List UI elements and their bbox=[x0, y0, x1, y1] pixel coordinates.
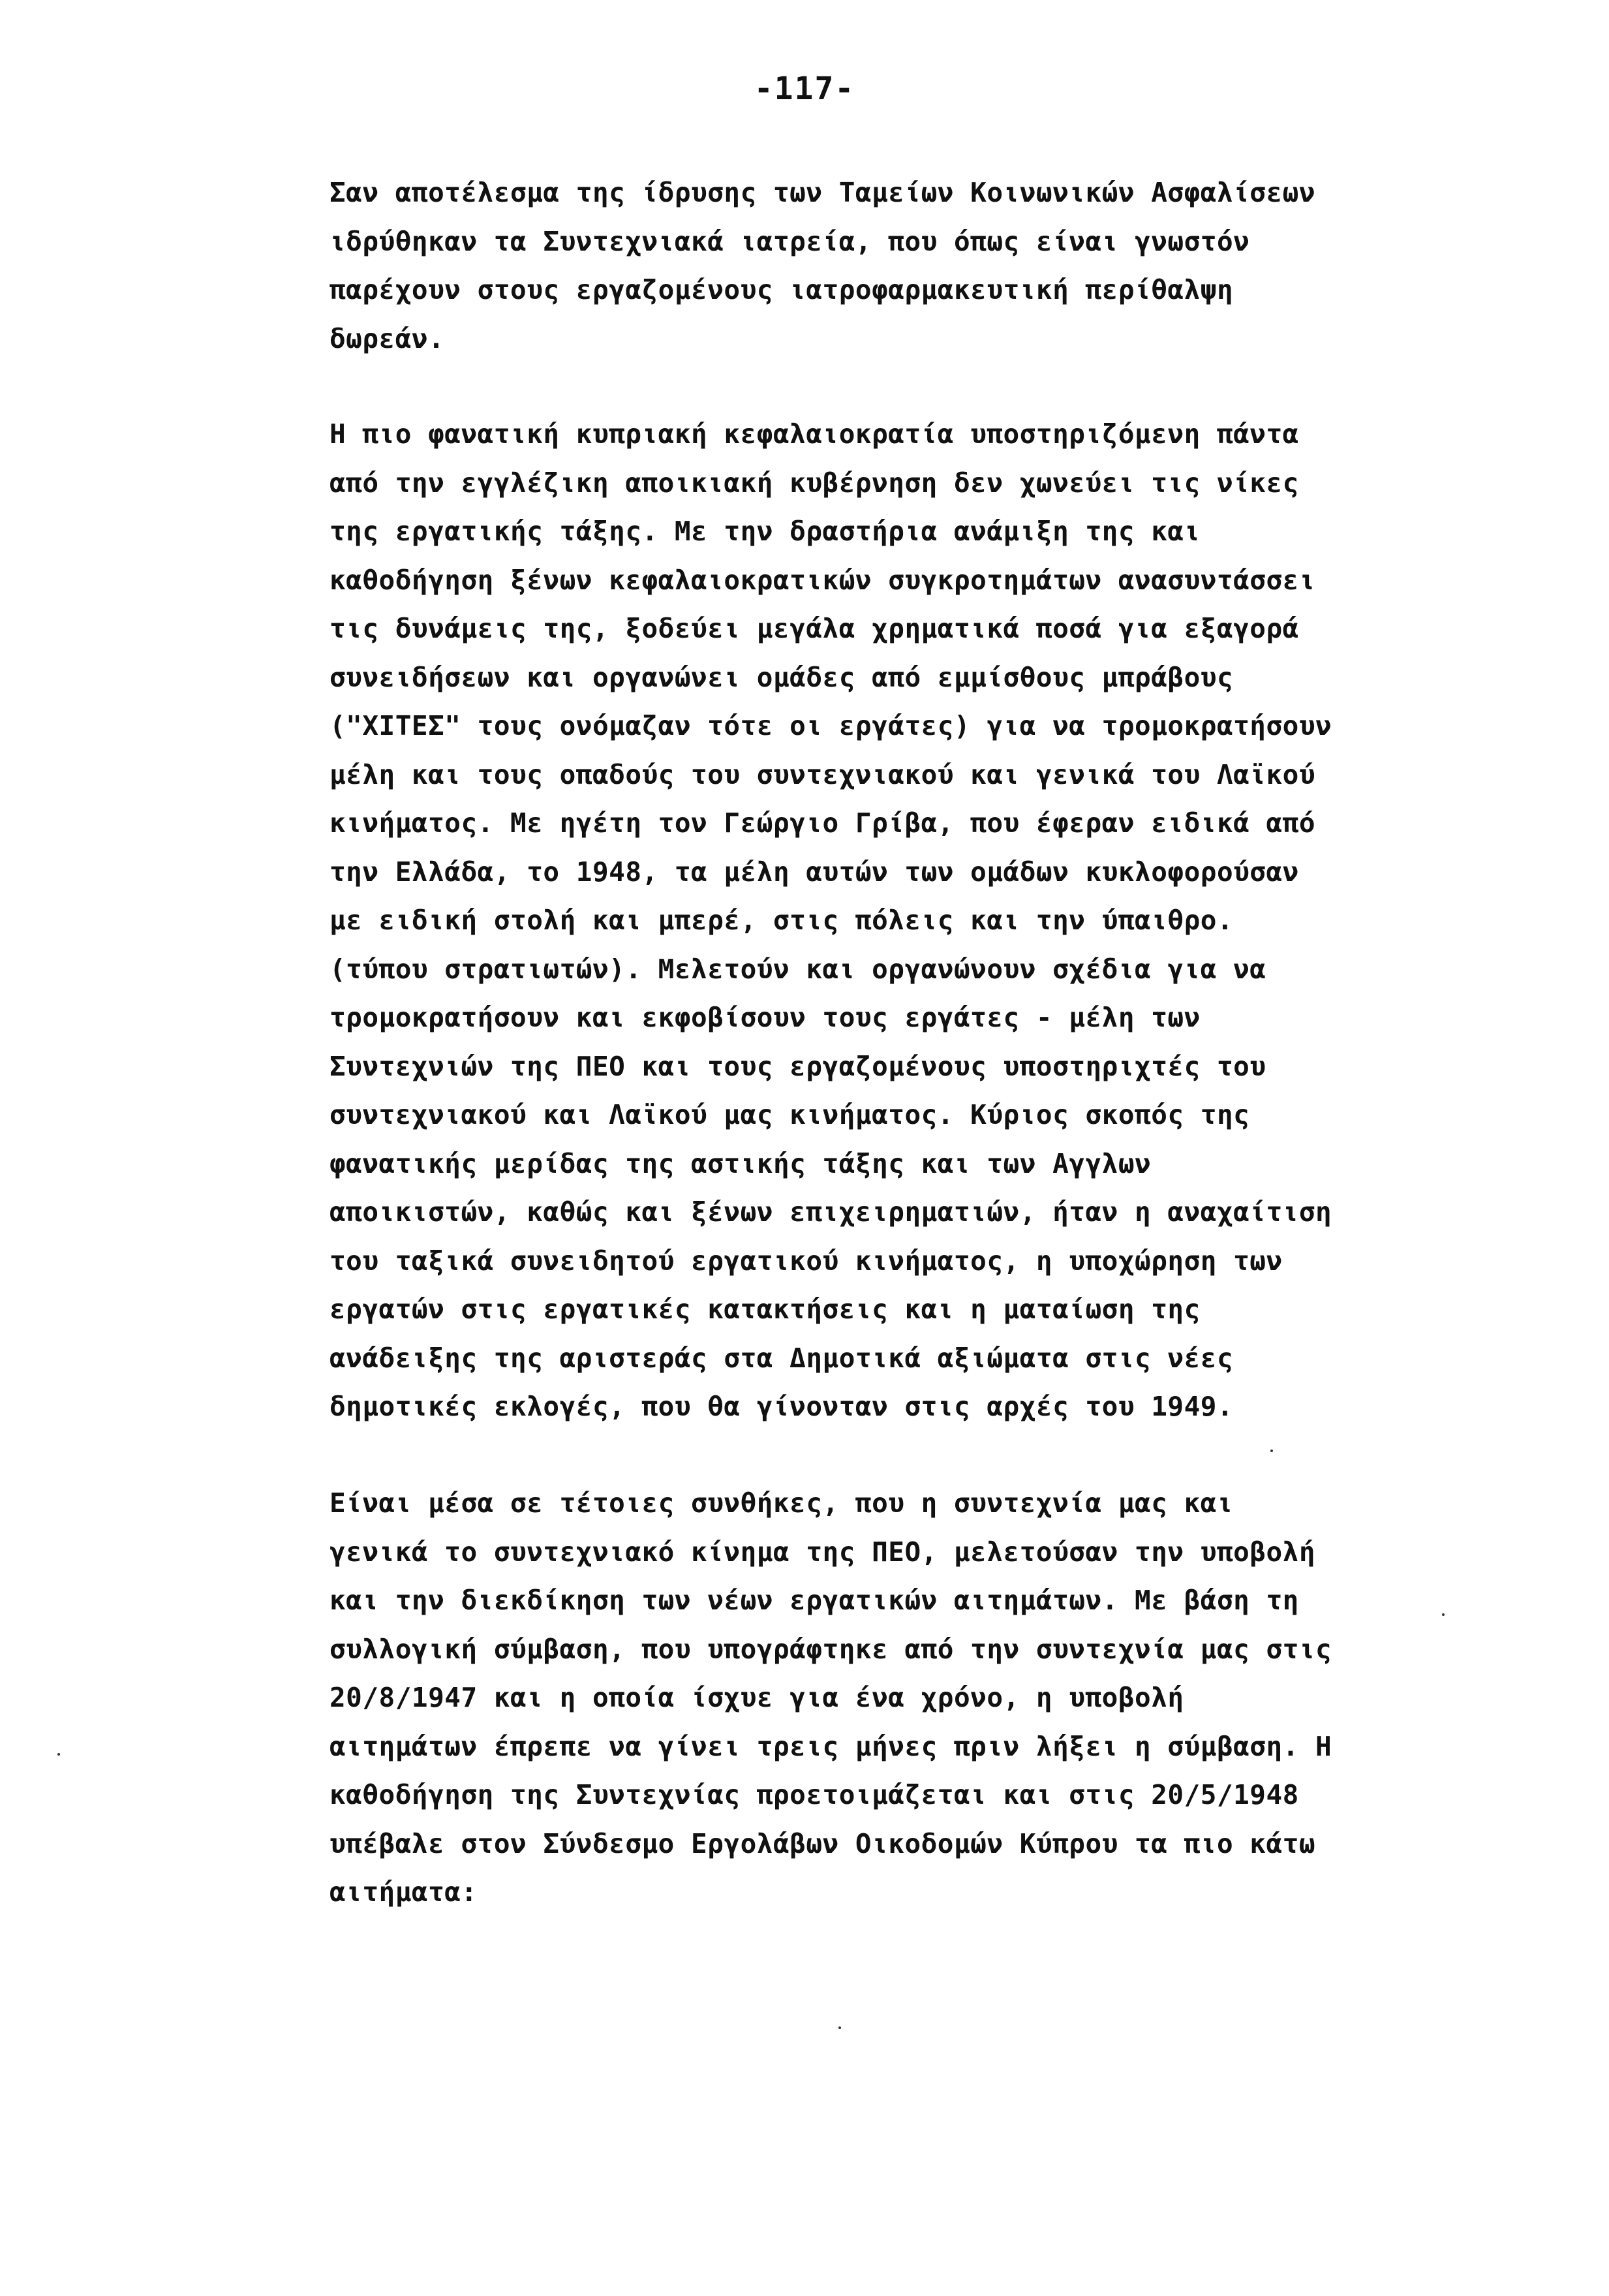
text-line: συντεχνιακού και Λαϊκού μας κινήματος. Κύριος σκοπός της bbox=[329, 1099, 1250, 1130]
text-line: κινήματος. Με ηγέτη τον Γεώργιο Γρίβα, που έφεραν ειδικά από bbox=[329, 807, 1316, 839]
text-line: 20/8/1947 και η οποία ίσχυε για ένα χρόνο, η υποβολή bbox=[329, 1682, 1184, 1713]
text-line: αποικιστών, καθώς και ξένων επιχειρηματιών, ήταν η αναχαίτιση bbox=[329, 1196, 1332, 1228]
text-line: εργατών στις εργατικές κατακτήσεις και η ματαίωση της bbox=[329, 1294, 1201, 1325]
text-line: και την διεκδίκηση των νέων εργατικών αιτημάτων. Με βάση τη bbox=[329, 1585, 1299, 1616]
text-line: αιτήματα: bbox=[329, 1876, 478, 1908]
text-line: τρομοκρατήσουν και εκφοβίσουν τους εργάτες - μέλη των bbox=[329, 1002, 1201, 1033]
paragraph-3 bbox=[329, 1479, 1387, 1917]
text-line: ("ΧΙΤΕΣ" τους ονόμαζαν τότε οι εργάτες) για να τρομοκρατήσουν bbox=[329, 710, 1332, 741]
text-line: συλλογική σύμβαση, που υπογράφτηκε από την συντεχνία μας στις bbox=[329, 1633, 1332, 1665]
text-line: την Ελλάδα, το 1948, τα μέλη αυτών των ομάδων κυκλοφορούσαν bbox=[329, 856, 1299, 888]
scan-speck bbox=[1442, 1613, 1445, 1616]
page-number: -117- bbox=[754, 70, 855, 107]
text-line: της εργατικής τάξης. Με την δραστήρια ανάμιξη της και bbox=[329, 516, 1201, 547]
text-line: (τύπου στρατιωτών). Μελετούν και οργανώνουν σχέδια για να bbox=[329, 953, 1266, 985]
text-line: μέλη και τους οπαδούς του συντεχνιακού και γενικά του Λαϊκού bbox=[329, 758, 1316, 790]
text-line: τις δυνάμεις της, ξοδεύει μεγάλα χρηματικά ποσά για εξαγορά bbox=[329, 613, 1299, 644]
scan-speck bbox=[57, 1753, 60, 1756]
text-line: με ειδική στολή και μπερέ, στις πόλεις και την ύπαιθρο. bbox=[329, 905, 1234, 936]
text-line: γενικά το συντεχνιακό κίνημα της ΠΕΟ, μελετούσαν την υποβολή bbox=[329, 1536, 1316, 1568]
text-line: παρέχουν στους εργαζομένους ιατροφαρμακευτική περίθαλψη bbox=[329, 274, 1234, 305]
text-line: του ταξικά συνειδητού εργατικού κινήματος, η υποχώρηση των bbox=[329, 1245, 1283, 1277]
scan-speck bbox=[838, 2026, 841, 2029]
text-line: υπέβαλε στον Σύνδεσμο Εργολάβων Οικοδομών Κύπρου τα πιο κάτω bbox=[329, 1827, 1316, 1859]
text-line: δημοτικές εκλογές, που θα γίνονταν στις αρχές του 1949. bbox=[329, 1391, 1234, 1422]
text-line: Είναι μέσα σε τέτοιες συνθήκες, που η συντεχνία μας και bbox=[329, 1487, 1234, 1519]
text-line: καθοδήγηση ξένων κεφαλαιοκρατικών συγκροτημάτων ανασυντάσσει bbox=[329, 564, 1316, 596]
text-line: συνειδήσεων και οργανώνει ομάδες από εμμίσθους μπράβους bbox=[329, 661, 1234, 693]
text-line: δωρεάν. bbox=[329, 322, 445, 354]
text-line: ιδρύθηκαν τα Συντεχνιακά ιατρεία, που όπως είναι γνωστόν bbox=[329, 225, 1250, 257]
paragraph-1 bbox=[329, 168, 1387, 363]
text-line: ανάδειξης της αριστεράς στα Δημοτικά αξιώματα στις νέες bbox=[329, 1342, 1234, 1374]
text-line: Η πιο φανατική κυπριακή κεφαλαιοκρατία υποστηριζόμενη πάντα bbox=[329, 418, 1299, 450]
text-line: από την εγγλέζικη αποικιακή κυβέρνηση δεν χωνεύει τις νίκες bbox=[329, 467, 1299, 499]
text-line: φανατικής μερίδας της αστικής τάξης και των Αγγλων bbox=[329, 1147, 1152, 1179]
paragraph-2 bbox=[329, 410, 1387, 1431]
text-line: καθοδήγηση της Συντεχνίας προετοιμάζεται και στις 20/5/1948 bbox=[329, 1779, 1299, 1810]
text-line: αιτημάτων έπρεπε να γίνει τρεις μήνες πριν λήξει η σύμβαση. Η bbox=[329, 1730, 1332, 1762]
scan-speck bbox=[1270, 1450, 1273, 1452]
text-line: Σαν αποτέλεσμα της ίδρυσης των Ταμείων Κοινωνικών Ασφαλίσεων bbox=[329, 177, 1316, 208]
text-line: Συντεχνιών της ΠΕΟ και τους εργαζομένους υποστηριχτές του bbox=[329, 1050, 1266, 1082]
